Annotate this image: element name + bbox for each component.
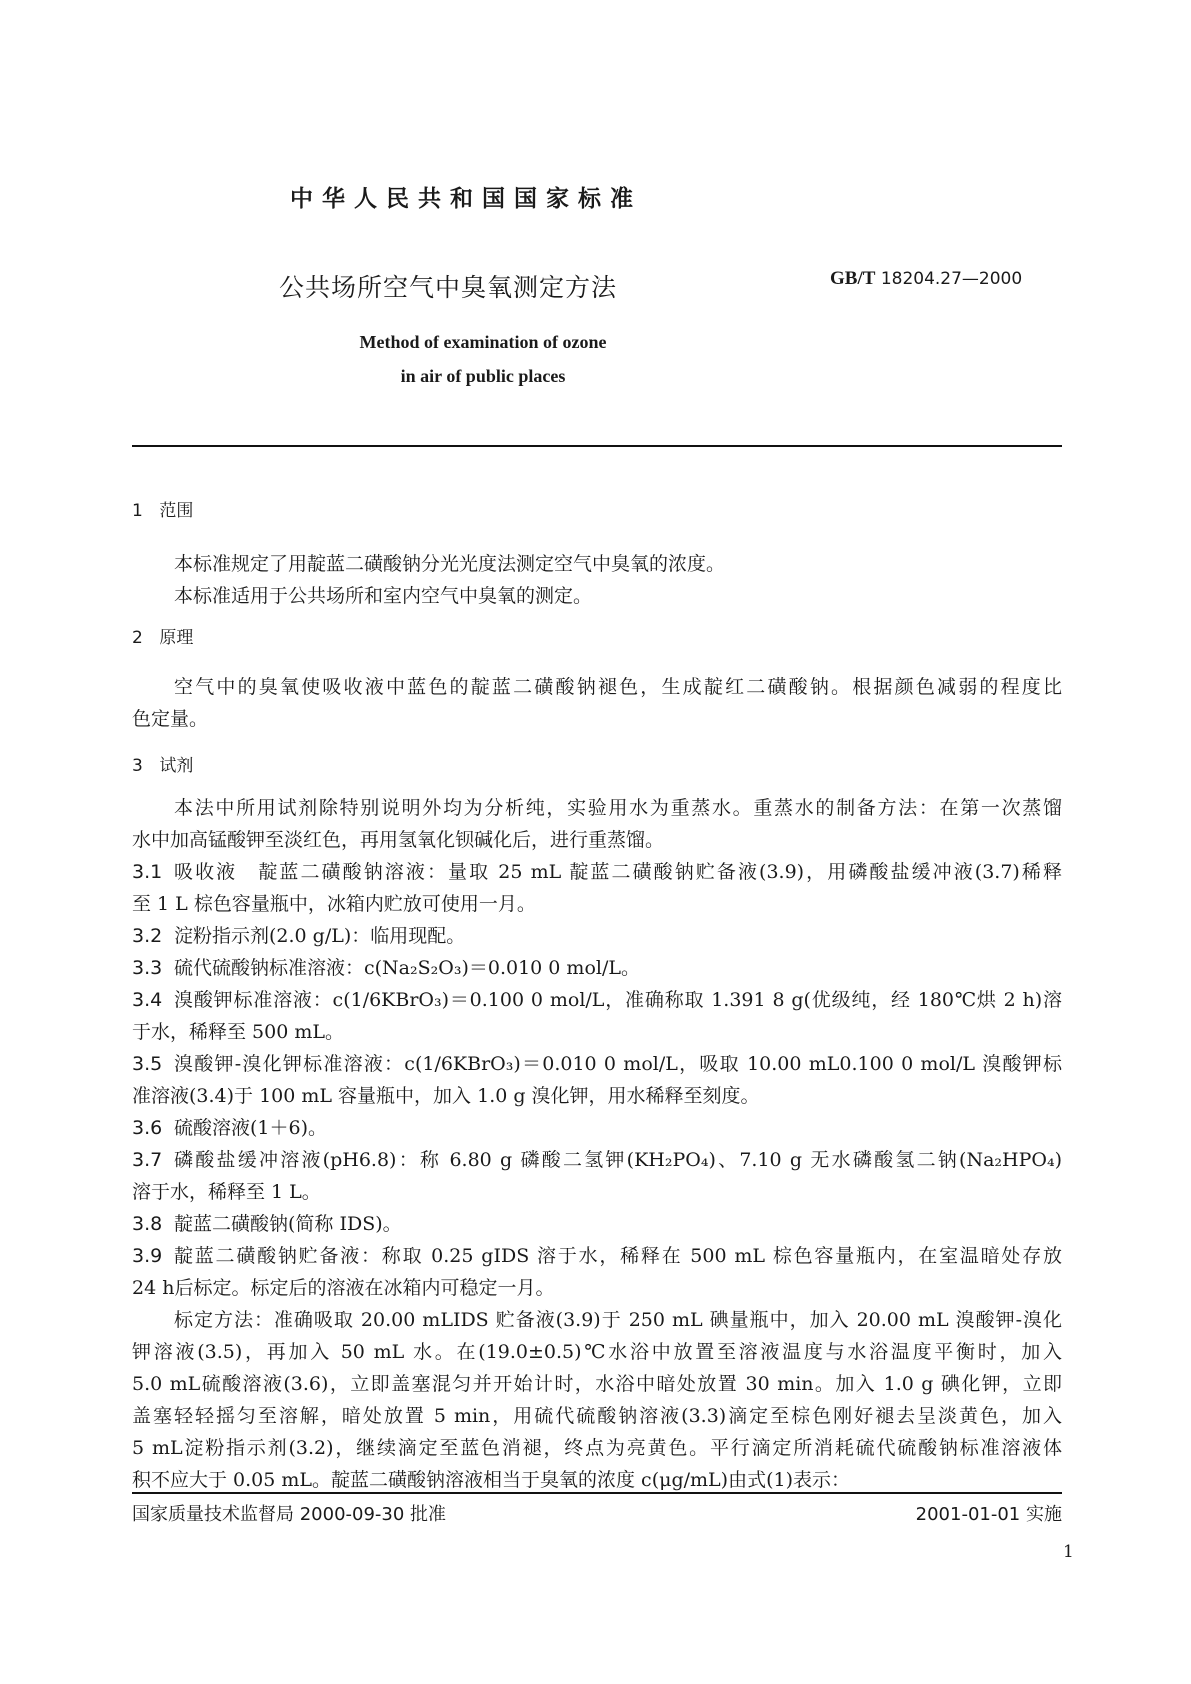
text-line (132, 888, 1062, 920)
line-text: 溴酸钾标准溶液：c(1/6KBrO₃)＝0.100 0 mol/L，准确称取 1.391 8 g(优级纯，经 180℃烘 2 h)溶 (174, 989, 1062, 1011)
line-text: 积不应大于 0.05 mL。靛蓝二磺酸钠溶液相当于臭氧的浓度 c(μg/mL)由式(1)表示： (132, 1469, 850, 1491)
text-line (132, 1176, 1062, 1208)
item-number: 3.1 (132, 861, 163, 883)
section-title: 试剂 (159, 756, 194, 776)
text-line (132, 548, 1062, 580)
footer-divider (132, 1492, 1062, 1494)
section-heading-scope (132, 495, 193, 527)
text-line (132, 824, 1062, 856)
line-text: 准溶液(3.4)于 100 mL 容量瓶中，加入 1.0 g 溴化钾，用水稀释至刻度。 (132, 1085, 760, 1107)
section-heading-principle (132, 622, 193, 654)
standard-code-prefix: GB/T (830, 268, 876, 289)
reagent-item-line (132, 1112, 1062, 1144)
section-title: 原理 (159, 628, 194, 648)
text-line (132, 703, 1062, 735)
line-text: 硫代硫酸钠标准溶液：c(Na₂S₂O₃)＝0.010 0 mol/L。 (174, 957, 640, 979)
reagents-paragraphs (132, 792, 1062, 1496)
item-number: 3.7 (132, 1149, 163, 1171)
text-line (132, 580, 1062, 612)
text-line (132, 1080, 1062, 1112)
standard-code-number: 18204.27—2000 (880, 269, 1023, 289)
line-text: 靛蓝二磺酸钠(简称 IDS)。 (174, 1213, 402, 1235)
text-line (132, 1272, 1062, 1304)
section-heading-reagents (132, 750, 193, 782)
item-number: 3.2 (132, 925, 163, 947)
item-number: 3.6 (132, 1117, 163, 1139)
line-text: 24 h后标定。标定后的溶液在冰箱内可稳定一月。 (132, 1277, 555, 1299)
line-text: 水中加高锰酸钾至淡红色，再用氢氧化钡碱化后，进行重蒸馏。 (132, 829, 665, 851)
line-text: 吸收液 靛蓝二磺酸钠溶液：量取 25 mL 靛蓝二磺酸钠贮备液(3.9)，用磷酸盐缓冲液(3.7)稀释 (174, 861, 1062, 883)
line-text: 靛蓝二磺酸钠贮备液：称取 0.25 gIDS 溶于水，稀释在 500 mL 棕色容量瓶内，在室温暗处存放 (174, 1245, 1062, 1267)
scope-paragraphs (132, 548, 1062, 612)
item-number: 3.5 (132, 1053, 163, 1075)
item-number: 3.9 (132, 1245, 163, 1267)
line-text: 溶于水，稀释至 1 L。 (132, 1181, 321, 1203)
header-divider (132, 445, 1062, 447)
line-text: 磷酸盐缓冲溶液(pH6.8)：称 6.80 g 磷酸二氢钾(KH₂PO₄)、7.10 g 无水磷酸氢二钠(Na₂HPO₄) (174, 1149, 1062, 1171)
reagent-item-line (132, 920, 1062, 952)
text-line (132, 671, 1062, 703)
section-number: 1 (132, 501, 143, 521)
line-text: 空气中的臭氧使吸收液中蓝色的靛蓝二磺酸钠褪色，生成靛红二磺酸钠。根据颜色减弱的程度比 (174, 676, 1062, 698)
line-text: 于水，稀释至 500 mL。 (132, 1021, 344, 1043)
reagent-item-line (132, 1240, 1062, 1272)
text-line (132, 1432, 1062, 1464)
section-number: 2 (132, 628, 143, 648)
section-number: 3 (132, 756, 143, 776)
reagent-item-line (132, 984, 1062, 1016)
text-line (132, 1304, 1062, 1336)
text-line (132, 1368, 1062, 1400)
line-text: 标定方法：准确吸取 20.00 mLIDS 贮备液(3.9)于 250 mL 碘量瓶中，加入 20.00 mL 溴酸钾-溴化 (174, 1309, 1062, 1331)
text-line (132, 792, 1062, 824)
item-number: 3.8 (132, 1213, 163, 1235)
reagent-item-line (132, 952, 1062, 984)
text-line (132, 1336, 1062, 1368)
reagent-item-line (132, 1208, 1062, 1240)
standard-series-heading: 中华人民共和国国家标准 (290, 186, 642, 212)
approval-statement: 国家质量技术监督局 2000-09-30 批准 (132, 1504, 447, 1525)
effective-date: 2001-01-01 实施 (915, 1504, 1062, 1525)
reagent-item-line (132, 856, 1062, 888)
item-number: 3.3 (132, 957, 163, 979)
line-text: 本法中所用试剂除特别说明外均为分析纯，实验用水为重蒸水。重蒸水的制备方法：在第一次蒸馏 (174, 797, 1062, 819)
principle-paragraph (132, 671, 1062, 735)
english-title-line-2: in air of public places (400, 366, 566, 386)
line-text: 5.0 mL硫酸溶液(3.6)，立即盖塞混匀并开始计时，水浴中暗处放置 30 min。加入 1.0 g 碘化钾，立即 (132, 1373, 1062, 1395)
english-title-line-1: Method of examination of ozone (359, 332, 607, 352)
section-title: 范围 (159, 501, 194, 521)
text-line (132, 1400, 1062, 1432)
line-text: 本标准规定了用靛蓝二磺酸钠分光光度法测定空气中臭氧的浓度。 (174, 553, 726, 575)
line-text: 至 1 L 棕色容量瓶中，冰箱内贮放可使用一月。 (132, 893, 536, 915)
line-text: 色定量。 (132, 708, 209, 730)
standard-code (830, 268, 1022, 290)
line-text: 钾溶液(3.5)，再加入 50 mL 水。在(19.0±0.5)℃水浴中放置至溶液温度与水浴温度平衡时，加入 (132, 1341, 1062, 1363)
line-text: 硫酸溶液(1＋6)。 (174, 1117, 328, 1139)
line-text: 溴酸钾-溴化钾标准溶液：c(1/6KBrO₃)＝0.010 0 mol/L，吸取 10.00 mL0.100 0 mol/L 溴酸钾标 (174, 1053, 1062, 1075)
reagent-item-line (132, 1048, 1062, 1080)
line-text: 5 mL淀粉指示剂(3.2)，继续滴定至蓝色消褪，终点为亮黄色。平行滴定所消耗硫代硫酸钠标准溶液体 (132, 1437, 1062, 1459)
line-text: 盖塞轻轻摇匀至溶解，暗处放置 5 min，用硫代硫酸钠溶液(3.3)滴定至棕色刚好褪去呈淡黄色，加入 (132, 1405, 1062, 1427)
text-line (132, 1016, 1062, 1048)
page-number: 1 (1063, 1542, 1074, 1562)
item-number: 3.4 (132, 989, 163, 1011)
document-title: 公共场所空气中臭氧测定方法 (279, 273, 618, 302)
line-text: 淀粉指示剂(2.0 g/L)：临用现配。 (174, 925, 466, 947)
line-text: 本标准适用于公共场所和室内空气中臭氧的测定。 (174, 585, 593, 607)
reagent-item-line (132, 1144, 1062, 1176)
